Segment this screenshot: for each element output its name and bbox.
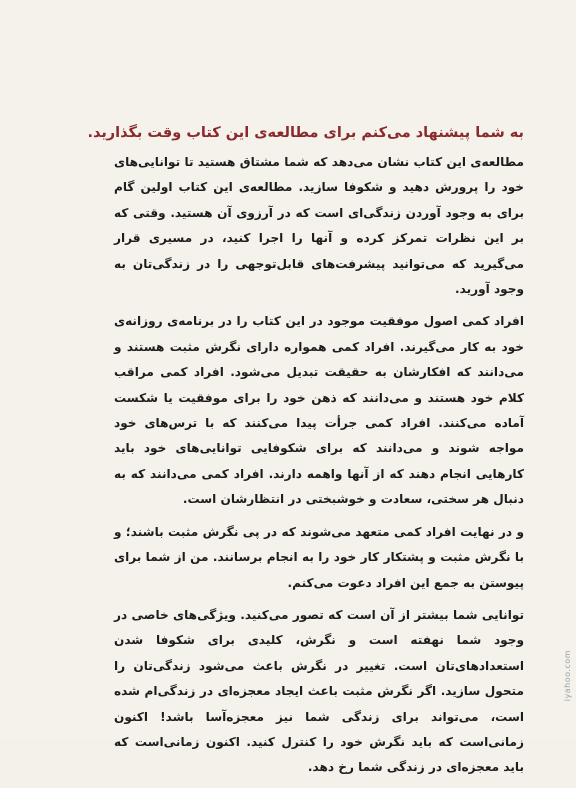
paragraph-4 <box>114 603 524 781</box>
page-heading: به شما پیشنهاد می‌کنم برای مطالعه‌ی این کتاب وقت بگذارید. <box>87 125 524 141</box>
site-watermark: iyahoo.com <box>563 650 572 702</box>
page-content <box>87 122 524 788</box>
paragraph-text: افراد کمی اصول موفقیت موجود در این کتاب را در برنامه‌ی روزانه‌ی خود به کار می‌گیرند. افراد کمی همواره دارای نگرش مثبت هستند و می‌دانند که افکارشان به حقیقت تبدیل می‌شود. افراد کمی مراقب کلام خود هستند و می‌دانند که ذهن خود را برای موفقیت یا شکست آماده می‌کنند. افراد کمی جرأت پیدا می‌کنند که با ترس‌های خود مواجه شوند و می‌دانند که برای شکوفایی توانایی‌های خود باید کارهایی انجام دهند که از آنها واهمه دارند. افراد کمی می‌دانند که به دنبال هر سختی، سعادت و خوشبختی در انتظارشان است. <box>114 314 524 507</box>
paragraph-text: و در نهایت افراد کمی متعهد می‌شوند که در پی نگرش مثبت باشند؛ و با نگرش مثبت و پشتکار کار خود را به انجام برسانند. من از شما برای پیوستن به جمع این افراد دعوت می‌کنم. <box>114 524 524 590</box>
paragraph-3 <box>114 520 524 596</box>
paragraph-1 <box>114 150 524 302</box>
paragraph-2 <box>114 309 524 512</box>
paragraph-text: توانایی شما بیشتر از آن است که تصور می‌کنید. ویژگی‌های خاصی در وجود شما نهفته است و نگرش، کلیدی برای شکوفا شدن استعدادهای‌تان است. تغییر در نگرش باعث می‌شود زندگی‌تان را متحول سازید. اگر نگرش مثبت باعث ایجاد معجزه‌ای در زندگی‌ام شده است، می‌تواند برای زندگی شما نیز معجزه‌آسا باشد! اکنون زمانی‌است که باید نگرش خود را کنترل کنید. اکنون زمانی‌است که باید معجزه‌ای در زندگی شما رخ دهد. <box>114 607 524 775</box>
paragraph-text: مطالعه‌ی این کتاب نشان می‌دهد که شما مشتاق هستید تا توانایی‌های خود را پرورش دهید و شکوفا سازید. مطالعه‌ی این کتاب اولین گام برای به وجود آوردن زندگی‌ای است که در آرزوی آن هستید. وقتی که بر این نظرات تمرکز کرده و آنها را اجرا کنید، در مسیری قرار می‌گیرید که می‌توانید پیشرفت‌های قابل‌توجهی را در زندگی‌تان به وجود آورید. <box>114 155 524 297</box>
